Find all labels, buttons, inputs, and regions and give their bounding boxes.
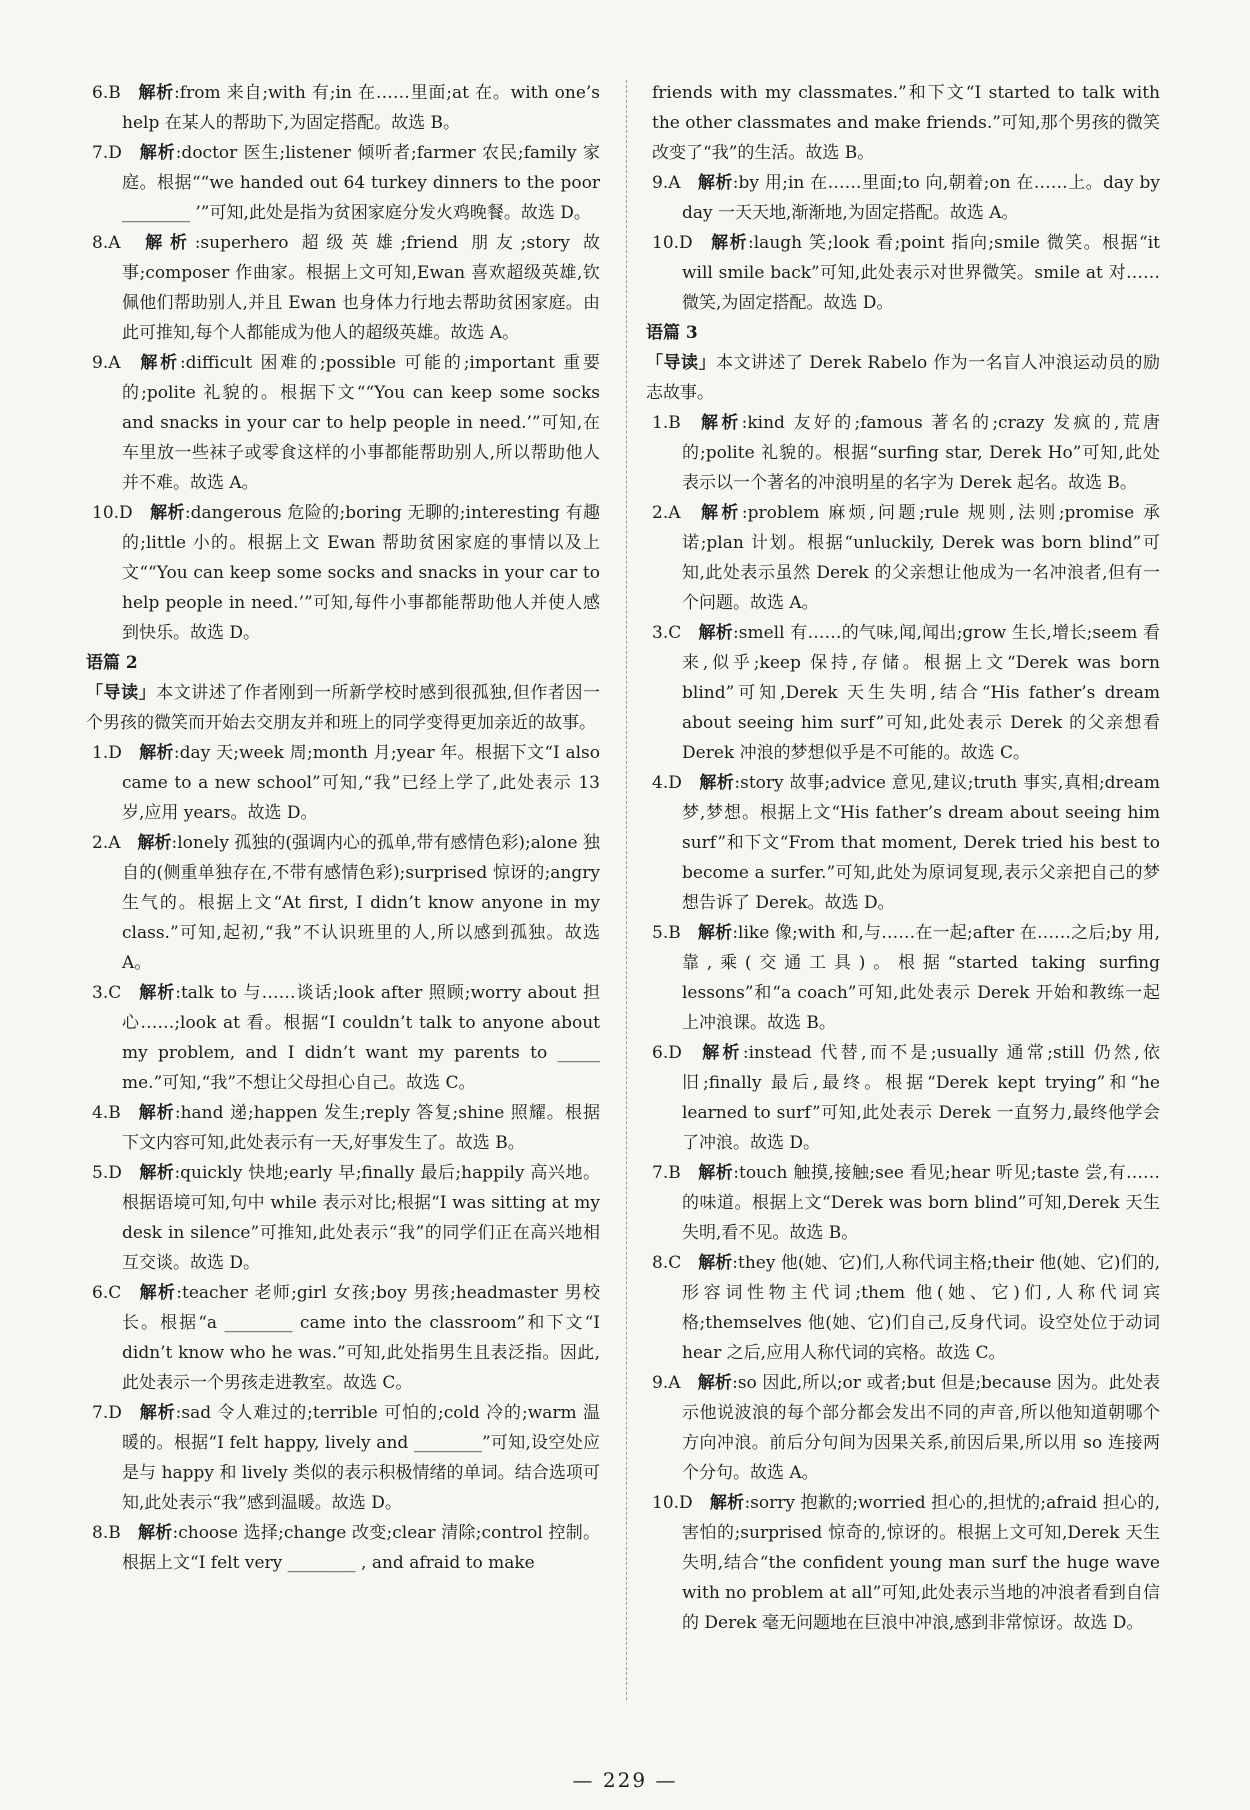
intro-label: 「导读」 [86, 683, 157, 703]
analysis-label: 解析 [137, 83, 175, 103]
answer-number: 4.D [652, 773, 682, 793]
right-column [646, 78, 1161, 1638]
analysis-text: :day 天;week 周;month 月;year 年。根据下文“I also came to a new school”可知,“我”已经上学了,此处表示 13 岁,应用 years。故选 D。 [122, 743, 600, 823]
answer-number: 4.B [92, 1103, 121, 1123]
intro-paragraph [646, 348, 1160, 408]
answer-number: 5.D [92, 1163, 122, 1183]
answer-body [652, 618, 1160, 768]
answer-body [92, 78, 600, 138]
answer-body [652, 498, 1160, 618]
analysis-text: :so 因此,所以;or 或者;but 但是;because 因为。此处表示他说波浪的每个部分都会发出不同的声音,所以他知道朝哪个方向冲浪。前后分句间为因果关系,前因后果,所以用 so 连接两个分句。故选 A。 [682, 1373, 1160, 1483]
answer-number: 10.D [92, 503, 133, 523]
answer-item [652, 408, 1160, 498]
analysis-label: 解析 [697, 1373, 733, 1393]
analysis-text: :sorry 抱歉的;worried 担心的,担忧的;afraid 担心的,害怕的;surprised 惊奇的,惊讶的。根据上文可知,Derek 天生失明,结合“the confident young man surf the huge wave with no problem at all”可知,此处表示当地的冲浪者看到自信的 Derek 毫无问题地在巨浪中冲浪,感到非常惊讶。故选 D。 [682, 1493, 1161, 1633]
analysis-text: :they 他(她、它)们,人称代词主格;their 他(她、它)们的,形容词性物主代词;them 他(她、它)们,人称代词宾格;themselves 他(她、它)们自己,反身代词。设空处位于动词 hear 之后,应用人称代词的宾格。故选 C。 [682, 1253, 1161, 1363]
analysis-label: 解析 [697, 1163, 734, 1183]
answer-body [92, 828, 600, 978]
answer-body [652, 918, 1160, 1038]
answer-body [652, 1368, 1160, 1488]
answer-number: 2.A [652, 503, 681, 523]
answer-body [92, 348, 600, 498]
answer-item [652, 1158, 1160, 1248]
answer-number: 6.B [92, 83, 121, 103]
analysis-label: 解析 [137, 833, 172, 853]
answer-item [92, 1518, 600, 1578]
analysis-text: :kind 友好的;famous 著名的;crazy 发疯的,荒唐的;polite 礼貌的。根据“surfing star, Derek Ho”可知,此处表示以一个著名的冲浪明星的名字为 Derek 起名。故选 B。 [682, 413, 1160, 493]
analysis-text: :talk to 与……谈话;look after 照顾;worry about 担心……;look at 看。根据“I couldn’t talk to anyone about my problem, and I didn’t want my parents to _____ me.”可知,“我”不想让父母担心自己。故选 C。 [122, 983, 600, 1093]
answer-body [652, 768, 1160, 918]
intro-text: 本文讲述了 Derek Rabelo 作为一名盲人冲浪运动员的励志故事。 [646, 353, 1160, 403]
answer-number: 7.B [652, 1163, 681, 1183]
left-column [86, 78, 601, 1578]
answer-item [652, 228, 1160, 318]
answer-number: 8.A [92, 233, 121, 253]
analysis-text: :instead 代替,而不是;usually 通常;still 仍然,依旧;finally 最后,最终。根据“Derek kept trying”和“he learned to surf”可知,此处表示 Derek 一直努力,最终他学会了冲浪。故选 D。 [682, 1043, 1160, 1153]
answer-body [92, 1278, 600, 1398]
answer-body [92, 498, 600, 648]
answer-number: 1.D [92, 743, 122, 763]
answer-number: 5.B [652, 923, 681, 943]
analysis-label: 解析 [138, 743, 174, 763]
answer-number: 2.A [92, 833, 121, 853]
answer-item [92, 138, 600, 228]
analysis-text: :laugh 笑;look 看;point 指向;smile 微笑。根据“it will smile back”可知,此处表示对世界微笑。smile at 对……微笑,为固定搭配。故选 D。 [682, 233, 1160, 313]
answer-body [652, 408, 1160, 498]
analysis-text: :problem 麻烦,问题;rule 规则,法则;promise 承诺;plan 计划。根据“unluckily, Derek was born blind”可知,此处表示虽然 Derek 的父亲想让他成为一名冲浪者,但有一个问题。故选 A。 [682, 503, 1160, 613]
analysis-label: 解析 [698, 1253, 733, 1273]
section-heading: 语篇 3 [646, 323, 698, 343]
answer-body [92, 228, 600, 348]
answer-body [92, 738, 600, 828]
answer-item [652, 1368, 1160, 1488]
analysis-label: 解析 [137, 353, 180, 373]
answer-item [92, 228, 600, 348]
analysis-label: 解析 [137, 233, 195, 253]
analysis-label: 解析 [698, 773, 735, 793]
answer-item [652, 498, 1160, 618]
analysis-text: :like 像;with 和,与……在一起;after 在……之后;by 用,靠,乘(交通工具)。根据“started taking surfing lessons”和“a coach”可知,此处表示 Derek 开始和教练一起上冲浪课。故选 B。 [682, 923, 1160, 1033]
answer-number: 9.A [652, 173, 681, 193]
answer-body [92, 1098, 600, 1158]
analysis-text: :teacher 老师;girl 女孩;boy 男孩;headmaster 男校长。根据“a ________ came into the classroom”和下文“I didn’t know who he was.”可知,此处指男生且表泛指。因此,此处表示一个男孩走进教室。故选 C。 [122, 1283, 601, 1393]
answer-item [652, 768, 1160, 918]
analysis-label: 解析 [697, 413, 742, 433]
answer-number: 3.C [92, 983, 122, 1003]
analysis-text: :story 故事;advice 意见,建议;truth 事实,真相;dream 梦,梦想。根据上文“His father’s dream about seeing him surf”和下文“From that moment, Derek tried his best to become a surfer.”可知,此处为原词复现,表示父亲把自己的梦想告诉了 Derek。故选 D。 [682, 773, 1161, 913]
answer-number: 3.C [652, 623, 682, 643]
analysis-label: 解析 [709, 233, 749, 253]
answer-body [92, 1518, 600, 1578]
answer-number: 8.B [92, 1523, 121, 1543]
answer-item [652, 1488, 1160, 1638]
answer-number: 7.D [92, 1403, 122, 1423]
intro-label: 「导读」 [646, 353, 716, 373]
answer-item [92, 978, 600, 1098]
answer-item [92, 738, 600, 828]
section-heading: 语篇 2 [86, 653, 138, 673]
answer-number: 10.D [652, 1493, 693, 1513]
answer-body [92, 1158, 600, 1278]
analysis-label: 解析 [137, 1523, 173, 1543]
answer-number: 1.B [652, 413, 681, 433]
answer-number: 8.C [652, 1253, 682, 1273]
answer-body [92, 978, 600, 1098]
answer-number: 9.A [652, 1373, 681, 1393]
answer-body [92, 138, 600, 228]
column-divider [626, 80, 627, 1700]
answer-body [652, 1488, 1160, 1638]
analysis-text: :dangerous 危险的;boring 无聊的;interesting 有趣的;little 小的。根据上文 Ewan 帮助贫困家庭的事情以及上文““You can keep some socks and snacks in your car to help people in need.’”可知,每件小事都能帮助他人并使人感到快乐。故选 D。 [122, 503, 601, 643]
answer-item [652, 618, 1160, 768]
analysis-text: :choose 选择;change 改变;clear 清除;control 控制。根据上文“I felt very ________ , and afraid to make [122, 1523, 600, 1573]
analysis-label: 解析 [138, 1283, 177, 1303]
page-number: — 229 — [572, 1768, 678, 1792]
analysis-label: 解析 [138, 143, 176, 163]
answer-item [92, 1158, 600, 1278]
answer-item [652, 1038, 1160, 1158]
answer-item [92, 348, 600, 498]
answer-number: 6.D [652, 1043, 682, 1063]
answer-item [652, 168, 1160, 228]
analysis-label: 解析 [138, 1163, 175, 1183]
answer-number: 10.D [652, 233, 693, 253]
answer-number: 9.A [92, 353, 121, 373]
intro-paragraph [86, 678, 600, 738]
analysis-label: 解析 [709, 1493, 745, 1513]
answer-item [92, 1098, 600, 1158]
analysis-label: 解析 [698, 1043, 743, 1063]
continued-text: friends with my classmates.”和下文“I started to talk with the other classmates and make friends.”可知,那个男孩的微笑改变了“我”的生活。故选 B。 [652, 83, 1160, 163]
answer-body [652, 228, 1160, 318]
answer-item [92, 78, 600, 138]
analysis-text: :from 来自;with 有;in 在……里面;at 在。with one’s help 在某人的帮助下,为固定搭配。故选 B。 [122, 83, 601, 133]
answer-item [92, 498, 600, 648]
analysis-text: :quickly 快地;early 早;finally 最后;happily 高兴地。根据语境可知,句中 while 表示对比;根据“I was sitting at my desk in silence”可推知,此处表示“我”的同学们正在高兴地相互交谈。故选 D。 [122, 1163, 600, 1273]
analysis-text: :lonely 孤独的(强调内心的孤单,带有感情色彩);alone 独自的(侧重单独存在,不带有感情色彩);surprised 惊讶的;angry 生气的。根据上文“At first, I didn’t know anyone in my class.”可知,起初,“我”不认识班里的人,所以感到孤独。故选 A。 [122, 833, 600, 973]
analysis-label: 解析 [697, 173, 733, 193]
analysis-text: :smell 有……的气味,闻,闻出;grow 生长,增长;seem 看来,似乎;keep 保持,存储。根据上文“Derek was born blind”可知,Derek 天生失明,结合“His father’s dream about seeing him surf”可知,此处表示 Derek 的父亲想看 Derek 冲浪的梦想似乎是不可能的。故选 C。 [682, 623, 1160, 763]
answer-item [652, 1248, 1160, 1368]
analysis-text: :doctor 医生;listener 倾听者;farmer 农民;family 家庭。根据““we handed out 64 turkey dinners to the poor ________ ’”可知,此处是指为贫困家庭分发火鸡晚餐。故选 D。 [122, 143, 600, 223]
answer-number: 7.D [92, 143, 122, 163]
analysis-label: 解析 [149, 503, 185, 523]
analysis-text: :difficult 困难的;possible 可能的;important 重要的;polite 礼貌的。根据下文““You can keep some socks and snacks in your car to help people in need.’”可知,在车里放一些袜子或零食这样的小事都能帮助别人,所以帮助他人并不难。故选 A。 [122, 353, 600, 493]
answer-item [92, 1398, 600, 1518]
answer-body [652, 168, 1160, 228]
analysis-text: :touch 触摸,接触;see 看见;hear 听见;taste 尝,有……的味道。根据上文“Derek was born blind”可知,Derek 天生失明,看不见。故选 B。 [682, 1163, 1160, 1243]
analysis-text: :by 用;in 在……里面;to 向,朝着;on 在……上。day by day 一天天地,渐渐地,为固定搭配。故选 A。 [682, 173, 1160, 223]
answer-body [652, 1248, 1160, 1368]
analysis-label: 解析 [698, 623, 734, 643]
analysis-text: :superhero 超级英雄;friend 朋友;story 故事;composer 作曲家。根据上文可知,Ewan 喜欢超级英雄,钦佩他们帮助别人,并且 Ewan 也身体力行地去帮助贫困家庭。由此可推知,每个人都能成为他人的超级英雄。故选 A。 [122, 233, 601, 343]
intro-text: 本文讲述了作者刚到一所新学校时感到很孤独,但作者因一个男孩的微笑而开始去交朋友并和班上的同学变得更加亲近的故事。 [86, 683, 601, 733]
answer-number: 6.C [92, 1283, 122, 1303]
answer-body [92, 1398, 600, 1518]
answer-body [652, 1038, 1160, 1158]
analysis-text: :sad 令人难过的;terrible 可怕的;cold 冷的;warm 温暖的。根据“I felt happy, lively and ________”可知,设空处应是与 happy 和 lively 类似的表示积极情绪的单词。结合选项可知,此处表示“我”感到温暖。故选 D。 [122, 1403, 600, 1513]
analysis-label: 解析 [137, 1103, 175, 1123]
analysis-label: 解析 [697, 923, 733, 943]
analysis-label: 解析 [138, 1403, 176, 1423]
answer-item [92, 828, 600, 978]
answer-body [652, 1158, 1160, 1248]
analysis-label: 解析 [697, 503, 742, 523]
answer-item [92, 1278, 600, 1398]
analysis-text: :hand 递;happen 发生;reply 答复;shine 照耀。根据下文内容可知,此处表示有一天,好事发生了。故选 B。 [122, 1103, 600, 1153]
analysis-label: 解析 [138, 983, 176, 1003]
answer-item [652, 918, 1160, 1038]
